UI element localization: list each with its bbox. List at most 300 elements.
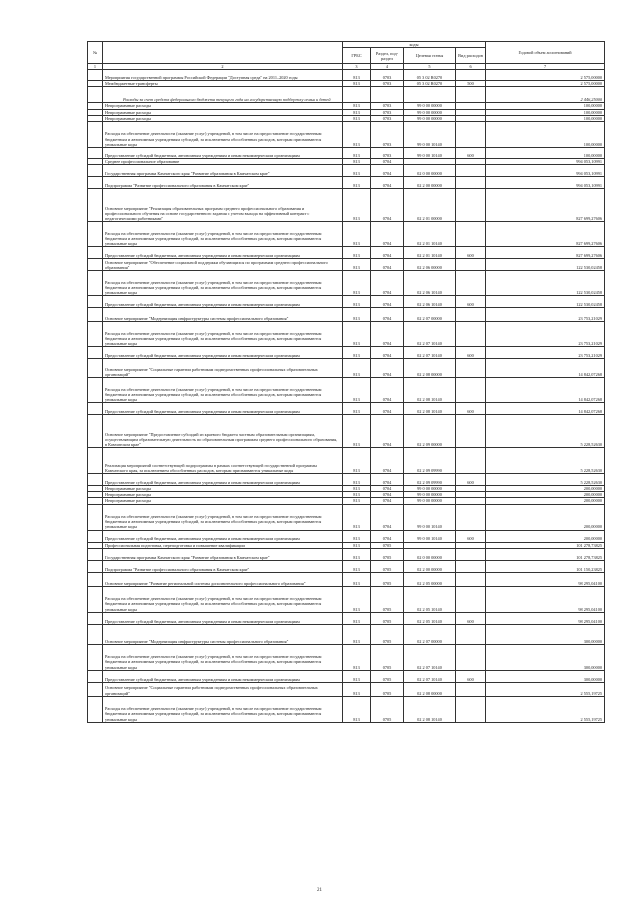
cell-amount: 994 053,10991 xyxy=(486,158,605,164)
cell-amount: 100,00000 xyxy=(486,109,605,115)
header-target: Целевая статья xyxy=(404,48,456,64)
cell-target: 02 2 08 00000 xyxy=(404,359,456,378)
table-row xyxy=(88,87,605,103)
cell-section: 0703 xyxy=(371,70,404,81)
cell-section: 0704 xyxy=(371,158,404,164)
cell-amount: 100,00000 xyxy=(486,115,605,121)
cell-name: Предоставление субсидий бюджетным, автономным учреждениям и иным некоммерческим организациям xyxy=(103,247,343,259)
page-number: 21 xyxy=(317,888,322,893)
table-body xyxy=(88,70,605,722)
cell-num xyxy=(88,322,103,347)
cell-type xyxy=(456,177,486,189)
cell-section: 0703 xyxy=(371,121,404,147)
cell-target: 99 0 00 10140 xyxy=(404,121,456,147)
table-row xyxy=(88,271,605,296)
cell-type xyxy=(456,504,486,530)
cell-type xyxy=(456,165,486,177)
header-number: № xyxy=(88,42,103,64)
column-number-cell: 3 xyxy=(343,64,371,70)
cell-amount: 122 530,02458 xyxy=(486,296,605,308)
cell-target: 02 2 09 00000 xyxy=(404,415,456,448)
cell-grbs: 813 xyxy=(343,560,371,572)
cell-section: 0704 xyxy=(371,347,404,359)
cell-amount: 122 530,02458 xyxy=(486,271,605,296)
cell-amount: 827 699,27606 xyxy=(486,189,605,222)
cell-section: 0705 xyxy=(371,548,404,560)
cell-grbs: 813 xyxy=(343,271,371,296)
cell-name: Среднее профессиональное образование xyxy=(103,158,343,164)
cell-amount: 2 555,19725 xyxy=(486,682,605,696)
cell-section: 0705 xyxy=(371,612,404,624)
cell-section: 0705 xyxy=(371,696,404,722)
cell-num xyxy=(88,121,103,147)
column-number-cell: 7 xyxy=(486,64,605,70)
cell-section: 0704 xyxy=(371,474,404,486)
cell-section: 0705 xyxy=(371,670,404,682)
cell-section: 0704 xyxy=(371,189,404,222)
cell-type: 600 xyxy=(456,670,486,682)
cell-target: 02 2 05 10140 xyxy=(404,586,456,612)
cell-num xyxy=(88,696,103,722)
cell-target: 02 2 05 00000 xyxy=(404,572,456,586)
cell-section: 0704 xyxy=(371,448,404,474)
cell-num xyxy=(88,222,103,247)
budget-table xyxy=(87,41,605,723)
cell-grbs: 813 xyxy=(343,474,371,486)
cell-grbs: 813 xyxy=(343,359,371,378)
cell-grbs: 813 xyxy=(343,530,371,542)
table-row xyxy=(88,70,605,81)
table-header xyxy=(88,42,605,70)
cell-grbs: 813 xyxy=(343,115,371,121)
cell-grbs: 813 xyxy=(343,612,371,624)
cell-amount: 300,00000 xyxy=(486,644,605,670)
cell-name: Расходы на обеспечение деятельности (оказание услуг) учреждений, в том числе на предоставление государственным бюджетным и автономным учреждениям субсидий, за исключением обособленных расходов, которым присваиваются уникальные коды xyxy=(103,322,343,347)
cell-amount: 200,00000 xyxy=(486,498,605,504)
header-name xyxy=(103,42,343,64)
cell-type xyxy=(456,308,486,322)
table-row xyxy=(88,644,605,670)
cell-grbs: 813 xyxy=(343,259,371,271)
cell-name: Непрограммные расходы xyxy=(103,109,343,115)
cell-grbs: 813 xyxy=(343,109,371,115)
table-row xyxy=(88,165,605,177)
cell-type: 600 xyxy=(456,403,486,415)
cell-name: Непрограммные расходы xyxy=(103,492,343,498)
cell-type xyxy=(456,572,486,586)
cell-target: 99 0 00 00000 xyxy=(404,109,456,115)
cell-grbs: 813 xyxy=(343,486,371,492)
cell-name: Основное мероприятие "Предоставление субсидий из краевого бюджета частным образовательным организациям, осуществляющим образовательную деятельность по образовательным программам среднего профессионального образования, в Камчатском крае" xyxy=(103,415,343,448)
cell-section: 0704 xyxy=(371,498,404,504)
cell-section: 0704 xyxy=(371,271,404,296)
cell-target: 02 2 09 09990 xyxy=(404,474,456,486)
cell-num xyxy=(88,586,103,612)
cell-amount: 2 446,25000 xyxy=(486,87,605,103)
cell-num xyxy=(88,165,103,177)
cell-target: 02 0 00 00000 xyxy=(404,165,456,177)
cell-name: Предоставление субсидий бюджетным, автономным учреждениям и иным некоммерческим организациям xyxy=(103,670,343,682)
cell-num xyxy=(88,560,103,572)
cell-grbs: 813 xyxy=(343,572,371,586)
header-expense-type: Вид расходов xyxy=(456,48,486,64)
cell-amount: 14 842,07268 xyxy=(486,403,605,415)
cell-grbs: 813 xyxy=(343,147,371,158)
cell-target: 02 2 06 10140 xyxy=(404,296,456,308)
cell-grbs: 813 xyxy=(343,403,371,415)
cell-type xyxy=(456,378,486,403)
cell-name: Предоставление субсидий бюджетным, автономным учреждениям и иным некоммерческим организациям xyxy=(103,403,343,415)
header-grbs: ГРБС xyxy=(343,48,371,64)
cell-type: 600 xyxy=(456,296,486,308)
cell-type xyxy=(456,359,486,378)
cell-num xyxy=(88,359,103,378)
cell-amount: 827 699,27606 xyxy=(486,222,605,247)
cell-grbs: 813 xyxy=(343,448,371,474)
column-number-cell: 4 xyxy=(371,64,404,70)
table-row xyxy=(88,624,605,644)
cell-grbs: 813 xyxy=(343,504,371,530)
header-codes: коды xyxy=(343,42,486,48)
cell-amount: 994 053,10991 xyxy=(486,165,605,177)
cell-name: Основное мероприятие "Обеспечение социальной поддержки обучающихся по программам среднего профессионального образования" xyxy=(103,259,343,271)
table-row xyxy=(88,189,605,222)
table-row xyxy=(88,560,605,572)
cell-target: 02 2 01 10140 xyxy=(404,222,456,247)
table-row xyxy=(88,448,605,474)
cell-name: Расходы на обеспечение деятельности (оказание услуг) учреждений, в том числе на предоставление государственным бюджетным и автономным учреждениям субсидий, за исключением обособленных расходов, которым присваиваются уникальные коды xyxy=(103,271,343,296)
cell-section: 0704 xyxy=(371,486,404,492)
cell-name: Непрограммные расходы xyxy=(103,115,343,121)
cell-type xyxy=(456,696,486,722)
cell-num xyxy=(88,70,103,81)
cell-name: Предоставление субсидий бюджетным, автономным учреждениям и иным некоммерческим организациям xyxy=(103,296,343,308)
header-section: Раздел, под-раздел xyxy=(371,48,404,64)
cell-amount: 98 295,04100 xyxy=(486,612,605,624)
cell-num xyxy=(88,247,103,259)
cell-amount: 200,00000 xyxy=(486,504,605,530)
cell-grbs: 813 xyxy=(343,81,371,87)
cell-amount: 2 575,00000 xyxy=(486,81,605,87)
cell-target: 99 0 00 10140 xyxy=(404,147,456,158)
table-row xyxy=(88,415,605,448)
cell-section: 0704 xyxy=(371,403,404,415)
table-row xyxy=(88,670,605,682)
cell-amount: 2 575,00000 xyxy=(486,70,605,81)
cell-target: 02 2 01 10140 xyxy=(404,247,456,259)
table-row xyxy=(88,177,605,189)
cell-name: Межбюджетные трансферты xyxy=(103,81,343,87)
cell-target: 02 2 07 00000 xyxy=(404,624,456,644)
cell-section: 0704 xyxy=(371,378,404,403)
cell-section: 0705 xyxy=(371,624,404,644)
cell-type xyxy=(456,448,486,474)
cell-grbs: 813 xyxy=(343,165,371,177)
cell-amount: 200,00000 xyxy=(486,486,605,492)
cell-num xyxy=(88,87,103,103)
cell-target: 02 2 00 00000 xyxy=(404,177,456,189)
cell-num xyxy=(88,403,103,415)
cell-amount: 200,00000 xyxy=(486,530,605,542)
cell-grbs: 813 xyxy=(343,682,371,696)
cell-num xyxy=(88,259,103,271)
cell-section: 0703 xyxy=(371,109,404,115)
cell-amount: 5 228,52630 xyxy=(486,448,605,474)
cell-name: Предоставление субсидий бюджетным, автономным учреждениям и иным некоммерческим организациям xyxy=(103,347,343,359)
cell-section: 0704 xyxy=(371,296,404,308)
cell-name: Основное мероприятие "Модернизация инфраструктуры системы профессионального образования" xyxy=(103,308,343,322)
cell-num xyxy=(88,147,103,158)
cell-type xyxy=(456,121,486,147)
cell-num xyxy=(88,530,103,542)
cell-target: 02 2 05 10140 xyxy=(404,612,456,624)
cell-num xyxy=(88,347,103,359)
cell-name: Расходы на обеспечение деятельности (оказание услуг) учреждений, в том числе на предоставление государственным бюджетным и автономным учреждениям субсидий, за исключением обособленных расходов, которым присваиваются уникальные коды xyxy=(103,644,343,670)
cell-amount: 100,00000 xyxy=(486,147,605,158)
cell-type xyxy=(456,624,486,644)
cell-target: 02 2 07 10140 xyxy=(404,322,456,347)
cell-num xyxy=(88,271,103,296)
table-row xyxy=(88,548,605,560)
cell-type: 600 xyxy=(456,147,486,158)
cell-grbs: 813 xyxy=(343,696,371,722)
column-number-cell: 2 xyxy=(103,64,343,70)
cell-section: 0705 xyxy=(371,682,404,696)
cell-section: 0704 xyxy=(371,359,404,378)
cell-amount: 100,00000 xyxy=(486,103,605,109)
column-number-cell: 5 xyxy=(404,64,456,70)
cell-grbs: 813 xyxy=(343,415,371,448)
table-row xyxy=(88,259,605,271)
cell-target: 05 3 02 R0270 xyxy=(404,70,456,81)
cell-target: 02 2 06 00000 xyxy=(404,259,456,271)
cell-grbs: 813 xyxy=(343,624,371,644)
cell-name: Профессиональная подготовка, переподготовка и повышение квалификации xyxy=(103,542,343,548)
header-amount: Годовой объем ассигнований xyxy=(486,42,605,64)
cell-name: Основное мероприятие "Модернизация инфраструктуры системы профессионального образования" xyxy=(103,624,343,644)
cell-type xyxy=(456,189,486,222)
cell-section: 0703 xyxy=(371,147,404,158)
cell-name: Расходы на обеспечение деятельности (оказание услуг) учреждений, в том числе на предоставление государственным бюджетным и автономным учреждениям субсидий, за исключением обособленных расходов, которым присваиваются уникальные коды xyxy=(103,378,343,403)
cell-grbs: 813 xyxy=(343,492,371,498)
cell-type xyxy=(456,271,486,296)
cell-target: 02 2 07 10140 xyxy=(404,644,456,670)
table-row xyxy=(88,530,605,542)
column-number-cell: 6 xyxy=(456,64,486,70)
cell-name: Предоставление субсидий бюджетным, автономным учреждениям и иным некоммерческим организациям xyxy=(103,612,343,624)
cell-name: Расходы на обеспечение деятельности (оказание услуг) учреждений, в том числе на предоставление государственным бюджетным и автономным учреждениям субсидий, за исключением обособленных расходов, которым присваиваются уникальные коды xyxy=(103,504,343,530)
cell-name: Основное мероприятие "Реализация образовательных программ среднего профессионального образования и профессионального обучения на основе государственного задания с учетом выхода на эффективный контракт с педагогическими работниками" xyxy=(103,189,343,222)
cell-target: 02 2 08 10140 xyxy=(404,378,456,403)
table-row xyxy=(88,222,605,247)
cell-name: Основное мероприятие "Развитие региональной системы дополнительного профессионального образования" xyxy=(103,572,343,586)
cell-num xyxy=(88,296,103,308)
cell-num xyxy=(88,612,103,624)
cell-section: 0704 xyxy=(371,247,404,259)
cell-type xyxy=(456,322,486,347)
cell-name: Мероприятия государственной программы Российской Федерации "Доступная среда" на 2011–2020 годы xyxy=(103,70,343,81)
cell-grbs: 813 xyxy=(343,322,371,347)
cell-name: Расходы на обеспечение деятельности (оказание услуг) учреждений, в том числе на предоставление государственным бюджетным и автономным учреждениям субсидий, за исключением обособленных расходов, которым присваиваются уникальные коды xyxy=(103,696,343,722)
cell-section: 0703 xyxy=(371,115,404,121)
cell-target: 02 2 08 10140 xyxy=(404,696,456,722)
cell-name: Расходы на обеспечение деятельности (оказание услуг) учреждений, в том числе на предоставление государственным бюджетным и автономным учреждениям субсидий, за исключением обособленных расходов, которым присваиваются уникальные коды xyxy=(103,222,343,247)
cell-target: 99 0 00 10140 xyxy=(404,530,456,542)
cell-type xyxy=(456,415,486,448)
cell-amount: 98 295,04100 xyxy=(486,572,605,586)
cell-amount: 23 753,21029 xyxy=(486,322,605,347)
cell-num xyxy=(88,378,103,403)
cell-type xyxy=(456,222,486,247)
cell-amount: 2 555,19725 xyxy=(486,696,605,722)
cell-num xyxy=(88,474,103,486)
cell-section: 0704 xyxy=(371,504,404,530)
column-number-cell: 1 xyxy=(88,64,103,70)
cell-grbs: 813 xyxy=(343,542,371,548)
cell-name: Предоставление субсидий бюджетным, автономным учреждениям и иным некоммерческим организациям xyxy=(103,147,343,158)
cell-section: 0705 xyxy=(371,572,404,586)
cell-type xyxy=(456,87,486,103)
cell-num xyxy=(88,572,103,586)
cell-amount: 200,00000 xyxy=(486,492,605,498)
table-row xyxy=(88,247,605,259)
cell-amount: 23 753,21029 xyxy=(486,347,605,359)
cell-target xyxy=(404,87,456,103)
cell-amount: 122 530,02458 xyxy=(486,259,605,271)
cell-name: Основное мероприятие "Социальные гарантии работникам подведомственных профессиональных образовательных организаций" xyxy=(103,682,343,696)
cell-grbs: 813 xyxy=(343,247,371,259)
cell-target: 02 2 00 00000 xyxy=(404,560,456,572)
cell-amount: 14 842,07268 xyxy=(486,378,605,403)
table-row xyxy=(88,121,605,147)
cell-name: Основное мероприятие "Социальные гарантии работникам подведомственных профессиональных образовательных организаций" xyxy=(103,359,343,378)
cell-name: Государственная программа Камчатского края "Развитие образования в Камчатском крае" xyxy=(103,165,343,177)
table-row xyxy=(88,322,605,347)
cell-type: 600 xyxy=(456,247,486,259)
cell-target: 02 2 01 00000 xyxy=(404,189,456,222)
table-row xyxy=(88,347,605,359)
cell-grbs: 813 xyxy=(343,70,371,81)
table-row xyxy=(88,308,605,322)
cell-name: Предоставление субсидий бюджетным, автономным учреждениям и иным некоммерческим организациям xyxy=(103,530,343,542)
cell-target: 99 0 00 00000 xyxy=(404,103,456,109)
cell-target: 99 0 00 10140 xyxy=(404,504,456,530)
cell-type xyxy=(456,560,486,572)
cell-amount: 300,00000 xyxy=(486,670,605,682)
cell-target: 99 0 00 00000 xyxy=(404,115,456,121)
cell-name: Государственная программа Камчатского края "Развитие образования в Камчатском крае" xyxy=(103,548,343,560)
cell-amount: 827 699,27606 xyxy=(486,247,605,259)
table-row xyxy=(88,359,605,378)
table-row xyxy=(88,378,605,403)
table-row xyxy=(88,586,605,612)
cell-section: 0704 xyxy=(371,177,404,189)
cell-grbs: 813 xyxy=(343,670,371,682)
cell-grbs: 813 xyxy=(343,586,371,612)
cell-target: 02 2 08 00000 xyxy=(404,682,456,696)
cell-section: 0704 xyxy=(371,222,404,247)
cell-target: 02 2 07 10140 xyxy=(404,670,456,682)
cell-num xyxy=(88,189,103,222)
cell-type: 600 xyxy=(456,530,486,542)
table-row xyxy=(88,474,605,486)
cell-section: 0705 xyxy=(371,586,404,612)
cell-section xyxy=(371,87,404,103)
cell-grbs: 813 xyxy=(343,644,371,670)
table-row xyxy=(88,147,605,158)
cell-target: 02 2 06 10140 xyxy=(404,271,456,296)
cell-amount: 101 278,73825 xyxy=(486,542,605,548)
cell-type: 600 xyxy=(456,347,486,359)
cell-num xyxy=(88,504,103,530)
cell-name: Расходы на обеспечение деятельности (оказание услуг) учреждений, в том числе на предоставление государственным бюджетным и автономным учреждениям субсидий, за исключением обособленных расходов, которым присваиваются уникальные коды xyxy=(103,121,343,147)
table-row xyxy=(88,403,605,415)
cell-num xyxy=(88,670,103,682)
cell-section: 0703 xyxy=(371,103,404,109)
cell-amount: 300,00000 xyxy=(486,624,605,644)
cell-grbs: 813 xyxy=(343,308,371,322)
table-row xyxy=(88,612,605,624)
cell-name: Расходы за счет средств федерального бюджета текущего года на государственную поддержку семьи и детей xyxy=(103,87,343,103)
cell-section: 0703 xyxy=(371,81,404,87)
cell-grbs: 813 xyxy=(343,158,371,164)
cell-target: 02 0 00 00000 xyxy=(404,548,456,560)
cell-amount: 23 753,21029 xyxy=(486,308,605,322)
cell-amount: 5 228,52630 xyxy=(486,474,605,486)
cell-type xyxy=(456,548,486,560)
cell-amount: 98 295,04100 xyxy=(486,586,605,612)
cell-section: 0704 xyxy=(371,492,404,498)
cell-section: 0704 xyxy=(371,165,404,177)
cell-name: Реализация мероприятий соответствующей подпрограммы в рамках соответствующей государственной программы Камчатского края, за исключением обособленных расходов, которым присваиваются уникальные коды xyxy=(103,448,343,474)
cell-amount: 100,00000 xyxy=(486,121,605,147)
cell-target: 02 2 09 09990 xyxy=(404,448,456,474)
cell-amount: 994 053,10991 xyxy=(486,177,605,189)
cell-name: Непрограммные расходы xyxy=(103,486,343,492)
cell-num xyxy=(88,682,103,696)
cell-name: Предоставление субсидий бюджетным, автономным учреждениям и иным некоммерческим организациям xyxy=(103,474,343,486)
cell-grbs: 813 xyxy=(343,378,371,403)
cell-name: Подпрограмма "Развитие профессионального образования в Камчатском крае" xyxy=(103,560,343,572)
table-row xyxy=(88,296,605,308)
cell-section: 0704 xyxy=(371,415,404,448)
cell-target: 05 3 02 R0270 xyxy=(404,81,456,87)
cell-grbs: 813 xyxy=(343,222,371,247)
cell-name: Подпрограмма "Развитие профессионального образования в Камчатском крае" xyxy=(103,177,343,189)
cell-target: 99 0 00 00000 xyxy=(404,486,456,492)
cell-target: 99 0 00 00000 xyxy=(404,492,456,498)
cell-target: 02 2 08 10140 xyxy=(404,403,456,415)
cell-num xyxy=(88,308,103,322)
cell-type xyxy=(456,644,486,670)
cell-section: 0705 xyxy=(371,560,404,572)
cell-section: 0704 xyxy=(371,259,404,271)
cell-section: 0704 xyxy=(371,530,404,542)
table-row xyxy=(88,504,605,530)
cell-name: Расходы на обеспечение деятельности (оказание услуг) учреждений, в том числе на предоставление государственным бюджетным и автономным учреждениям субсидий, за исключением обособленных расходов, которым присваиваются уникальные коды xyxy=(103,586,343,612)
cell-type xyxy=(456,682,486,696)
cell-num xyxy=(88,448,103,474)
cell-grbs xyxy=(343,87,371,103)
cell-grbs: 813 xyxy=(343,296,371,308)
cell-amount: 5 228,52630 xyxy=(486,415,605,448)
table-row xyxy=(88,572,605,586)
cell-grbs: 813 xyxy=(343,121,371,147)
cell-name: Непрограммные расходы xyxy=(103,498,343,504)
cell-target: 99 0 00 00000 xyxy=(404,498,456,504)
cell-type: 500 xyxy=(456,81,486,87)
cell-type: 600 xyxy=(456,474,486,486)
